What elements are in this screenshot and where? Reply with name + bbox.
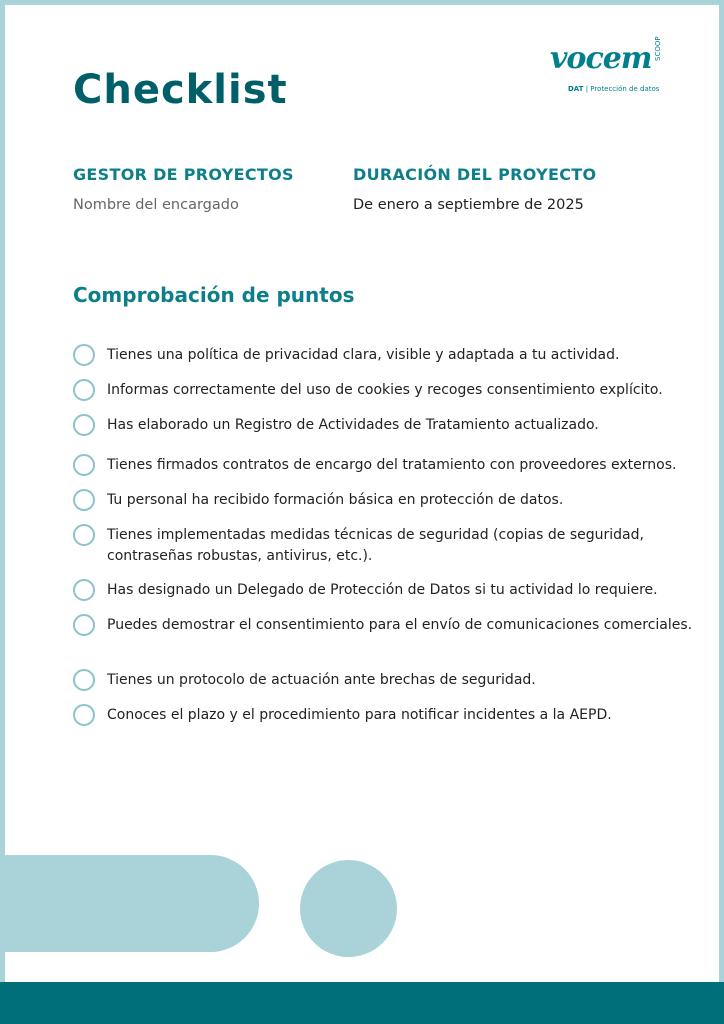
- manager-value[interactable]: Nombre del encargado: [73, 197, 239, 213]
- checklist-item-text: Informas correctamente del uso de cookies y recoges consentimiento explícito.: [107, 382, 663, 398]
- logo-sub-text: | Protección de datos: [585, 85, 660, 93]
- checkbox-circle-icon[interactable]: [73, 669, 95, 691]
- checklist-item-text: Conoces el plazo y el procedimiento para notificar incidentes a la AEPD.: [107, 707, 612, 723]
- logo-suffix: SCOOP: [654, 36, 662, 61]
- checkbox-circle-icon[interactable]: [73, 704, 95, 726]
- logo-subtitle: [568, 85, 659, 93]
- checklist-item-text: Tienes firmados contratos de encargo del tratamiento con proveedores externos.: [107, 457, 677, 473]
- logo-wordmark: vocem: [550, 41, 652, 76]
- checkbox-circle-icon[interactable]: [73, 344, 95, 366]
- checklist-item-text: Tienes un protocolo de actuación ante brechas de seguridad.: [107, 672, 536, 688]
- checkbox-circle-icon[interactable]: [73, 379, 95, 401]
- manager-label: GESTOR DE PROYECTOS: [73, 165, 294, 184]
- checklist-item-text: Has elaborado un Registro de Actividades de Tratamiento actualizado.: [107, 417, 599, 433]
- checklist-item-text: Has designado un Delegado de Protección de Datos si tu actividad lo requiere.: [107, 582, 658, 598]
- checkbox-circle-icon[interactable]: [73, 414, 95, 436]
- footer-band: [0, 982, 724, 1024]
- decorative-circle-shape: [300, 860, 397, 957]
- checkbox-circle-icon[interactable]: [73, 489, 95, 511]
- checklist-item-text: Tu personal ha recibido formación básica en protección de datos.: [107, 492, 564, 508]
- duration-value[interactable]: De enero a septiembre de 2025: [353, 197, 584, 213]
- checklist-item-text: Tienes una política de privacidad clara, visible y adaptada a tu actividad.: [107, 347, 620, 363]
- duration-label: DURACIÓN DEL PROYECTO: [353, 165, 597, 184]
- checklist-item-text: Puedes demostrar el consentimiento para el envío de comunicaciones comerciales.: [107, 617, 693, 633]
- checkbox-circle-icon[interactable]: [73, 524, 95, 546]
- checkbox-circle-icon[interactable]: [73, 454, 95, 476]
- checklist-item-text: Tienes implementadas medidas técnicas de seguridad (copias de seguridad, contraseñas robustas, antivirus, etc.).: [107, 527, 644, 564]
- document-page: [5, 5, 719, 982]
- decorative-pill-shape: [5, 855, 259, 952]
- brand-logo: [550, 36, 680, 101]
- checkbox-circle-icon[interactable]: [73, 614, 95, 636]
- section-title: Comprobación de puntos: [73, 283, 355, 307]
- page-title: Checklist: [73, 67, 288, 113]
- checkbox-circle-icon[interactable]: [73, 579, 95, 601]
- logo-sub-bold: DAT: [568, 85, 584, 93]
